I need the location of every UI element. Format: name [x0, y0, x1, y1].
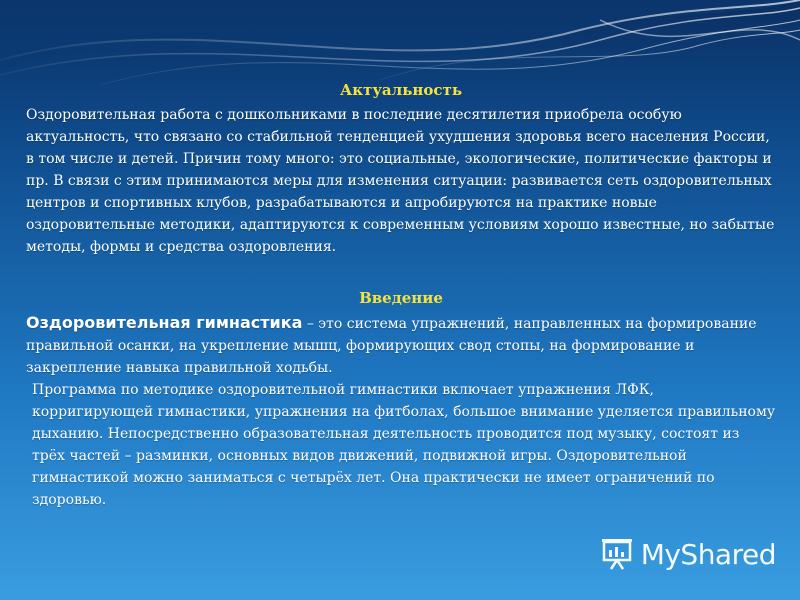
introduction-definition — [26, 312, 776, 379]
section-heading-introduction: Введение — [359, 289, 443, 307]
definition-term: Оздоровительная гимнастика — [26, 313, 303, 332]
definition-text: – это система упражнений, направленных на формирование правильной осанки, на укрепление мышц, формирующих свод стопы, на формирование и закрепление навыка правильной ходьбы. — [26, 316, 757, 376]
myshared-watermark — [599, 536, 776, 572]
section-body-relevance: Оздоровительная работа с дошкольниками в последние десятилетия приобрела особую актуальность, что связано со стабильной тенденцией ухудшения здоровья всего населения России, в том числе и детей. Причин тому много: это социальные, экологические, политические факторы и пр. В связи с этим принимаются меры для изменения ситуации: развивается сеть оздоровительных центров и спортивных клубов, разрабатываются и апробируются на практике новые оздоровительные методики, адаптируются к современным условиям хорошо известные, но забытые методы, формы и средства оздоровления. — [26, 107, 775, 255]
watermark-brand: MyShared — [640, 537, 776, 571]
presentation-chart-icon — [599, 536, 635, 572]
section-body-introduction: Программа по методике оздоровительной гимнастики включает упражнения ЛФК, корригирующей гимнастики, упражнения на фитболах, большое внимание уделяется правильному дыханию. Непосредственно образовательная деятельность проводится под музыку, состоят из трёх частей – разминки, основных видов движений, подвижной игры. Оздоровительной гимнастикой можно заниматься с четырёх лет. Она практически не имеет ограничений по здоровью. — [32, 382, 776, 508]
section-heading-relevance: Актуальность — [339, 81, 462, 99]
section-introduction — [26, 288, 776, 511]
slide-content — [26, 80, 776, 511]
section-relevance — [26, 80, 776, 258]
